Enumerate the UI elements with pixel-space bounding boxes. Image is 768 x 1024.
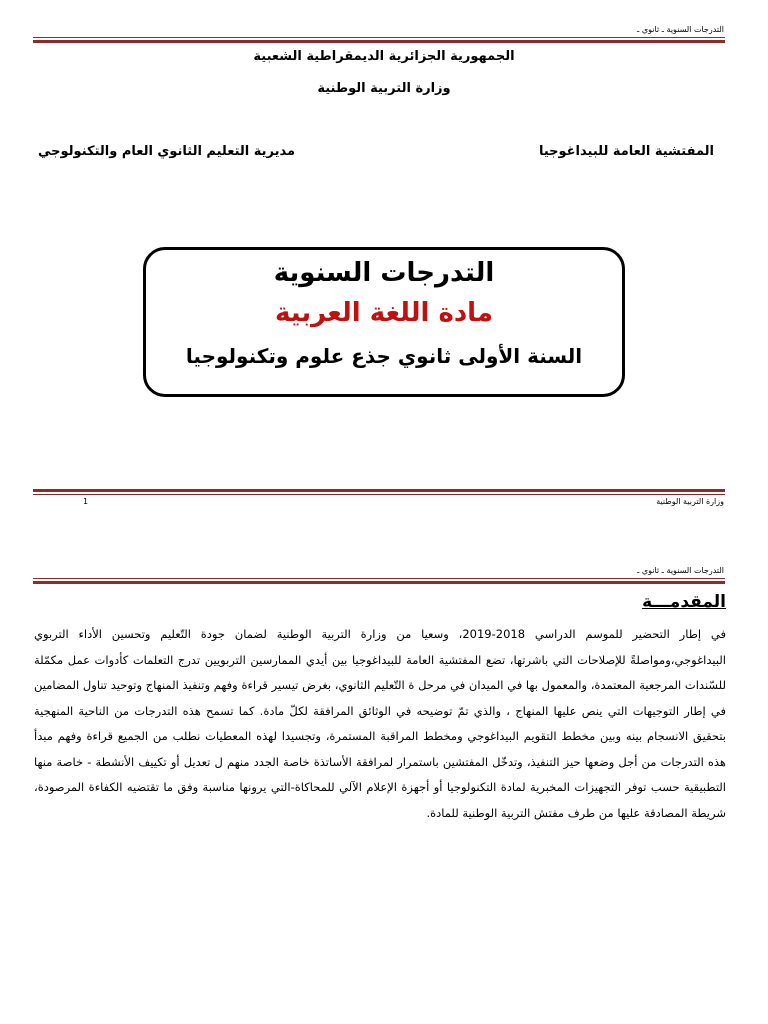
republic-name: الجمهورية الجزائرية الديمقراطية الشعبية (253, 49, 515, 64)
running-header: التدرجات السنوية ـ ثانوي ـ (636, 25, 724, 34)
header-rule (33, 37, 725, 43)
footer-ministry: وزارة التربية الوطنية (656, 497, 724, 506)
footer-rule (33, 489, 725, 495)
page-number: 1 (83, 497, 89, 506)
ministry-name: وزارة التربية الوطنية (317, 81, 451, 96)
subject-title: مادة اللغة العربية (274, 298, 494, 328)
intro-heading: المقدمـــة (642, 592, 726, 612)
inspectorate-name: المفتشية العامة للبيداغوجيا (538, 144, 714, 159)
document-title: التدرجات السنوية (273, 258, 495, 288)
title-box (143, 247, 625, 397)
header-rule-2 (33, 578, 725, 584)
intro-paragraph (34, 622, 726, 826)
running-header-2: التدرجات السنوية ـ ثانوي ـ (636, 566, 724, 575)
level-title: السنة الأولى ثانوي جذع علوم وتكنولوجيا (185, 344, 583, 368)
directorate-name: مديرية التعليم الثانوي العام والتكنولوجي (38, 144, 296, 159)
intro-text: في إطار التحضير للموسم الدراسي 2018-2019، وسعيا من وزارة التربية الوطنية لضمان جودة التّعليم وتحسين الأداء التربوي البيداغوجي،ومواصلةً للإصلاحات التي باشرتها، تضع المفتشية العامة للبيداغوجيا بين أيدي الممارسين التربويين تدرج التعلمات كأدوات عمل مكمّلة للسّندات المرجعية المعتمدة، والمعمول بها في الميدان في مرحل ة التّعليم الثانوي، بغرض تيسير قراءة وفهم وتنفيذ المنهاج وتوحيد تناول المضامين في إطار التوجيهات التي ينص عليها المنهاج ، والذي تمّ توضيحه في الوثائق المرافقة لكلّ مادة. كما تسمح هذه التدرجات من الناحية المنهجية بتحقيق الانسجام بينه وبين مخطط التقويم البيداغوجي ومخطط المراقبة المستمرة، وتجسيدا لهذه المعطيات نطلب من الجميع قراءة وفهم مبدأ هذه التدرجات من أجل وضعها حيز التنفيذ، وتدخّل المفتشين باستمرار لمرافقة الأساتذة خاصة الجدد منهم ل تعديل أو تكييف الأنشطة - خاصة منها التطبيقية حسب توفر التجهيزات المخبرية لمادة التكنولوجيا أو أجهزة الإعلام الآلي للمحاكاة-التي يرونها مناسبة وفق ما تقتضيه الكفاءة المرصودة، شريطة المصادقة عليها من طرف مفتش التربية الوطنية للمادة. (34, 627, 726, 820)
